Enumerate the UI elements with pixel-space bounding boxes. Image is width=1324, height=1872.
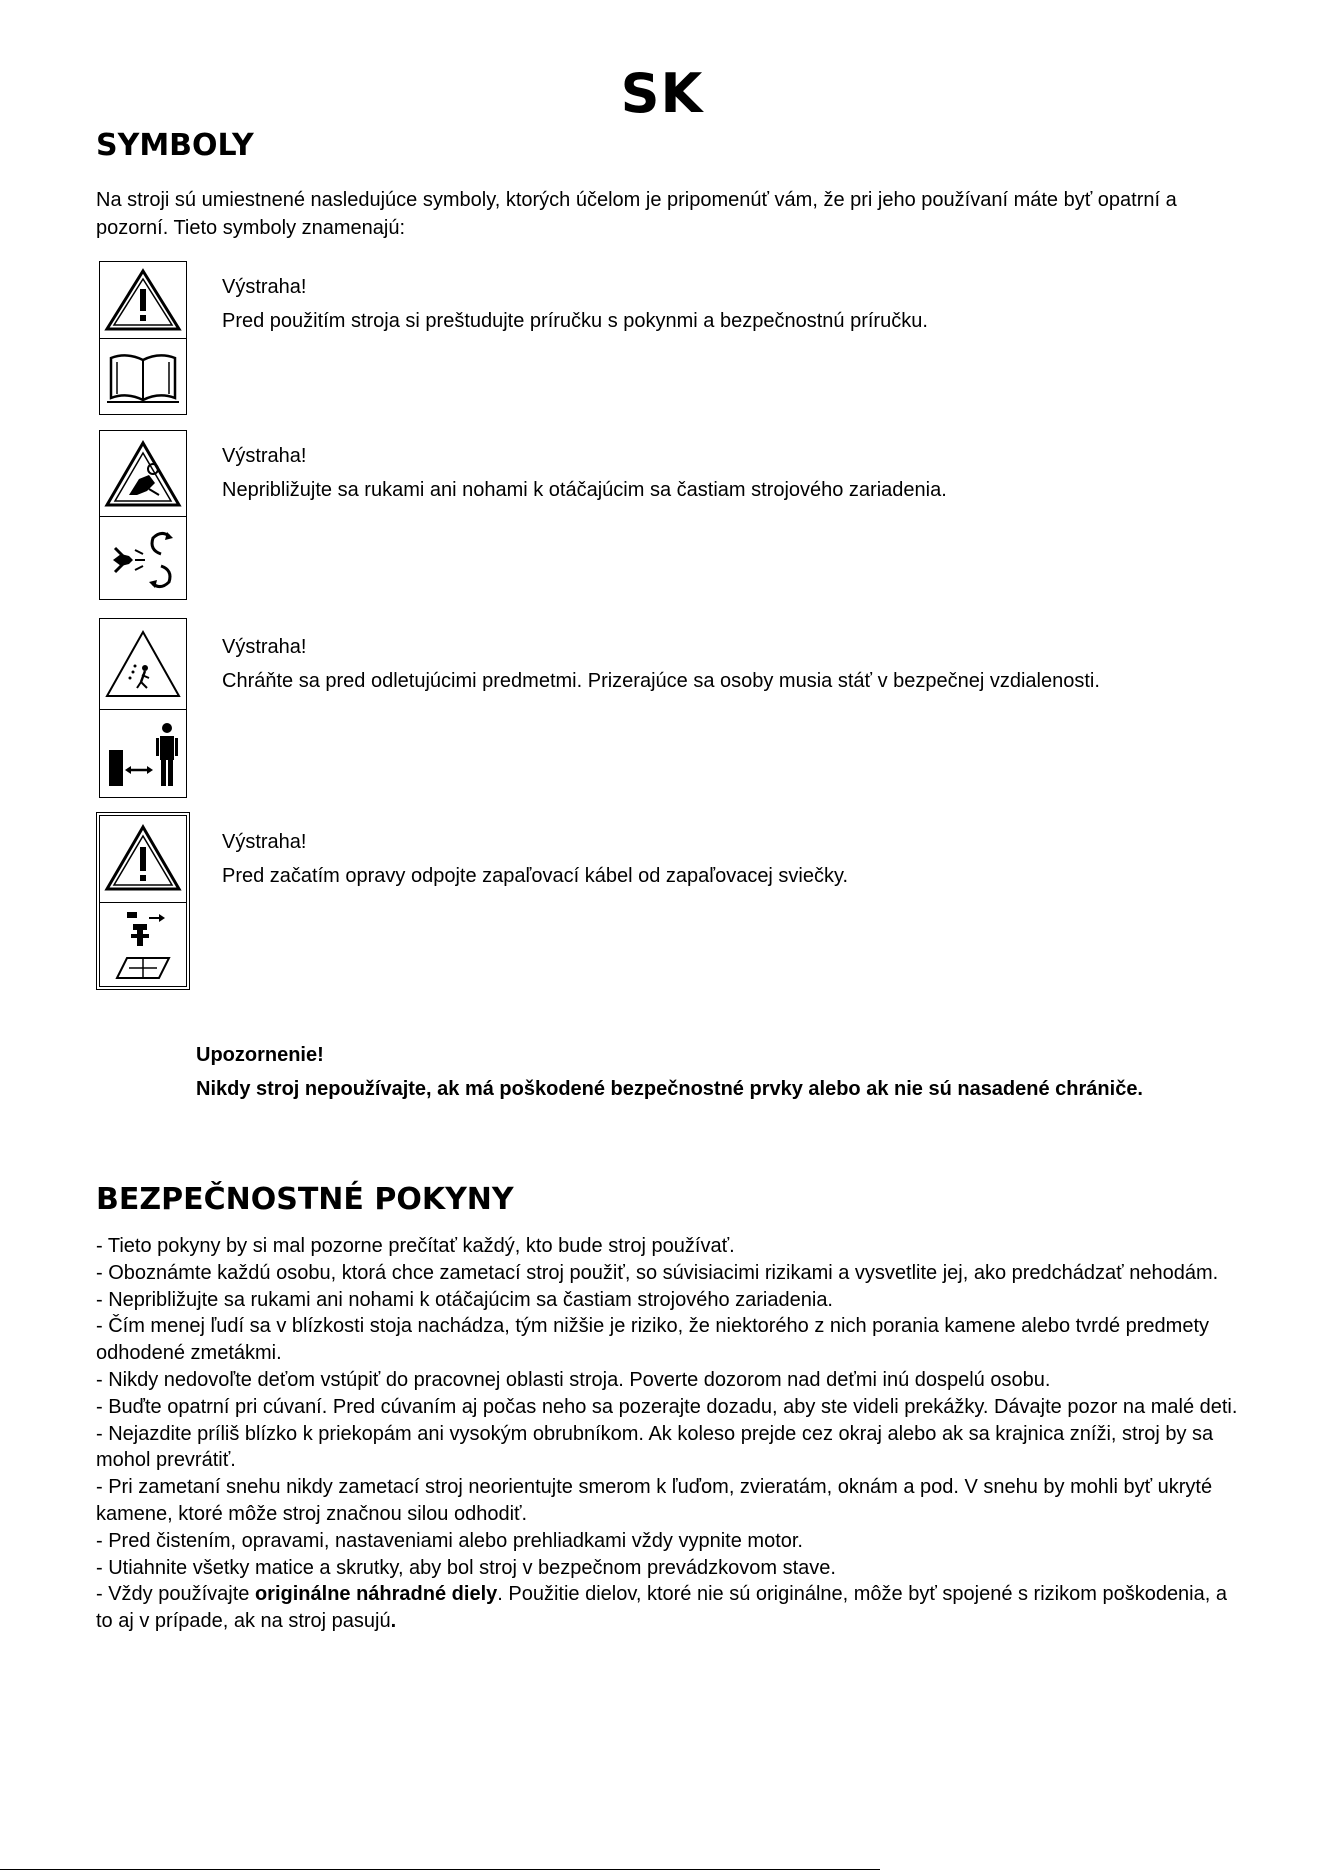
symbol-description-4: Pred začatím opravy odpojte zapaľovací kábel od zapaľovacej sviečky. [222, 865, 849, 887]
notice-title: Upozornenie! [196, 1044, 324, 1066]
rotating-parts-icon [100, 516, 186, 600]
symbol-text-3 [222, 630, 1272, 698]
notice-text: Nikdy stroj nepoužívajte, ak má poškodené bezpečnostné prvky alebo ak nie sú nasadené chrániče. [196, 1078, 1143, 1100]
hand-injury-warning-icon [100, 431, 186, 516]
symbol-box-1 [99, 261, 187, 415]
safety-rule: - Čím menej ľudí sa v blízkosti stoja nachádza, tým nižšie je riziko, že niektorého z nich porania kamene alebo tvrdé predmety odhodené zmetákmi. [96, 1315, 1210, 1365]
symbols-heading: SYMBOLY [96, 128, 254, 163]
symbol-title-1: Výstraha! [222, 276, 307, 298]
warning-triangle-icon [100, 262, 186, 338]
safety-rule: - Tieto pokyny by si mal pozorne prečítať každý, kto bude stroj používať. [96, 1235, 735, 1257]
symbol-text-2 [222, 439, 1272, 507]
symbol-box-4 [99, 815, 187, 987]
safe-distance-icon [100, 709, 186, 797]
footer-divider [0, 1869, 880, 1870]
symbol-description-1: Pred použitím stroja si preštudujte príručku s pokynmi a bezpečnostnú príručku. [222, 310, 928, 332]
flying-objects-warning-icon [100, 619, 186, 709]
safety-rule: - Buďte opatrní pri cúvaní. Pred cúvaním aj počas neho sa pozerajte dozadu, aby ste videli prekážky. Dávajte pozor na malé deti. [96, 1395, 1238, 1418]
safety-rule: - Nejazdite príliš blízko k priekopám ani vysokým obrubníkom. Ak koleso prejde cez okraj alebo ak sa krajnica zníži, stroj by sa mohol prevrátiť. [96, 1422, 1214, 1472]
safety-heading: BEZPEČNOSTNÉ POKYNY [96, 1182, 514, 1217]
safety-rule: - Nikdy nedovoľte deťom vstúpiť do pracovnej oblasti stroja. Poverte dozorom nad deťmi inú dospelú osobu. [96, 1368, 1051, 1391]
symbol-description-3: Chráňte sa pred odletujúcimi predmetmi. Prizerajúce sa osoby musia stáť v bezpečnej vzdialenosti. [222, 670, 1100, 692]
notice-block [196, 1038, 1206, 1106]
symbols-intro: Na stroji sú umiestnené nasledujúce symboly, ktorých účelom je pripomenúť vám, že pri jeho používaní máte byť opatrní a pozorní. Tieto symboly znamenajú: [96, 189, 1177, 239]
safety-rule: - Pred čistením, opravami, nastaveniami alebo prehliadkami vždy vypnite motor. [96, 1529, 803, 1552]
symbol-box-2 [99, 430, 187, 600]
safety-rule: - Pri zametaní snehu nikdy zametací stroj neorientujte smerom k ľuďom, zvieratám, oknám a pod. V snehu by mohli byť ukryté kamene, ktoré môže stroj značnou silou odhodiť. [96, 1476, 1213, 1525]
symbol-title-3: Výstraha! [222, 636, 307, 658]
warning-triangle-icon [100, 816, 186, 902]
rule-prefix: - Vždy používajte [96, 1583, 255, 1606]
symbol-title-4: Výstraha! [222, 831, 307, 853]
symbol-title-2: Výstraha! [222, 445, 307, 467]
spark-plug-disconnect-icon [100, 902, 186, 986]
safety-rule: - Nepribližujte sa rukami ani nohami k otáčajúcim sa častiam strojového zariadenia. [96, 1288, 833, 1311]
language-code: SK [620, 62, 704, 125]
manual-book-icon [100, 338, 186, 413]
safety-rules-list [96, 1233, 1246, 1635]
rule-end: . [390, 1610, 397, 1633]
rule-bold-original-parts: originálne náhradné diely [254, 1583, 498, 1606]
rule-middle: . Použitie dielov, ktoré nie sú originálne, môže byť spojené s rizikom poškodenia, a to aj v prípade, ak na stroj pasujú [96, 1583, 1227, 1633]
safety-rule: - Oboznámte každú osobu, ktorá chce zametací stroj použiť, so súvisiacimi rizikami a vysvetlite jej, ako predchádzať nehodám. [96, 1261, 1219, 1284]
safety-rule: - Utiahnite všetky matice a skrutky, aby bol stroj v bezpečnom prevádzkovom stave. [96, 1556, 836, 1579]
symbol-box-3 [99, 618, 187, 798]
symbol-text-4 [222, 825, 1272, 893]
safety-rule-original-parts [96, 1581, 1246, 1635]
symbol-description-2: Nepribližujte sa rukami ani nohami k otáčajúcim sa častiam strojového zariadenia. [222, 479, 947, 501]
symbol-text-1 [222, 270, 1272, 338]
